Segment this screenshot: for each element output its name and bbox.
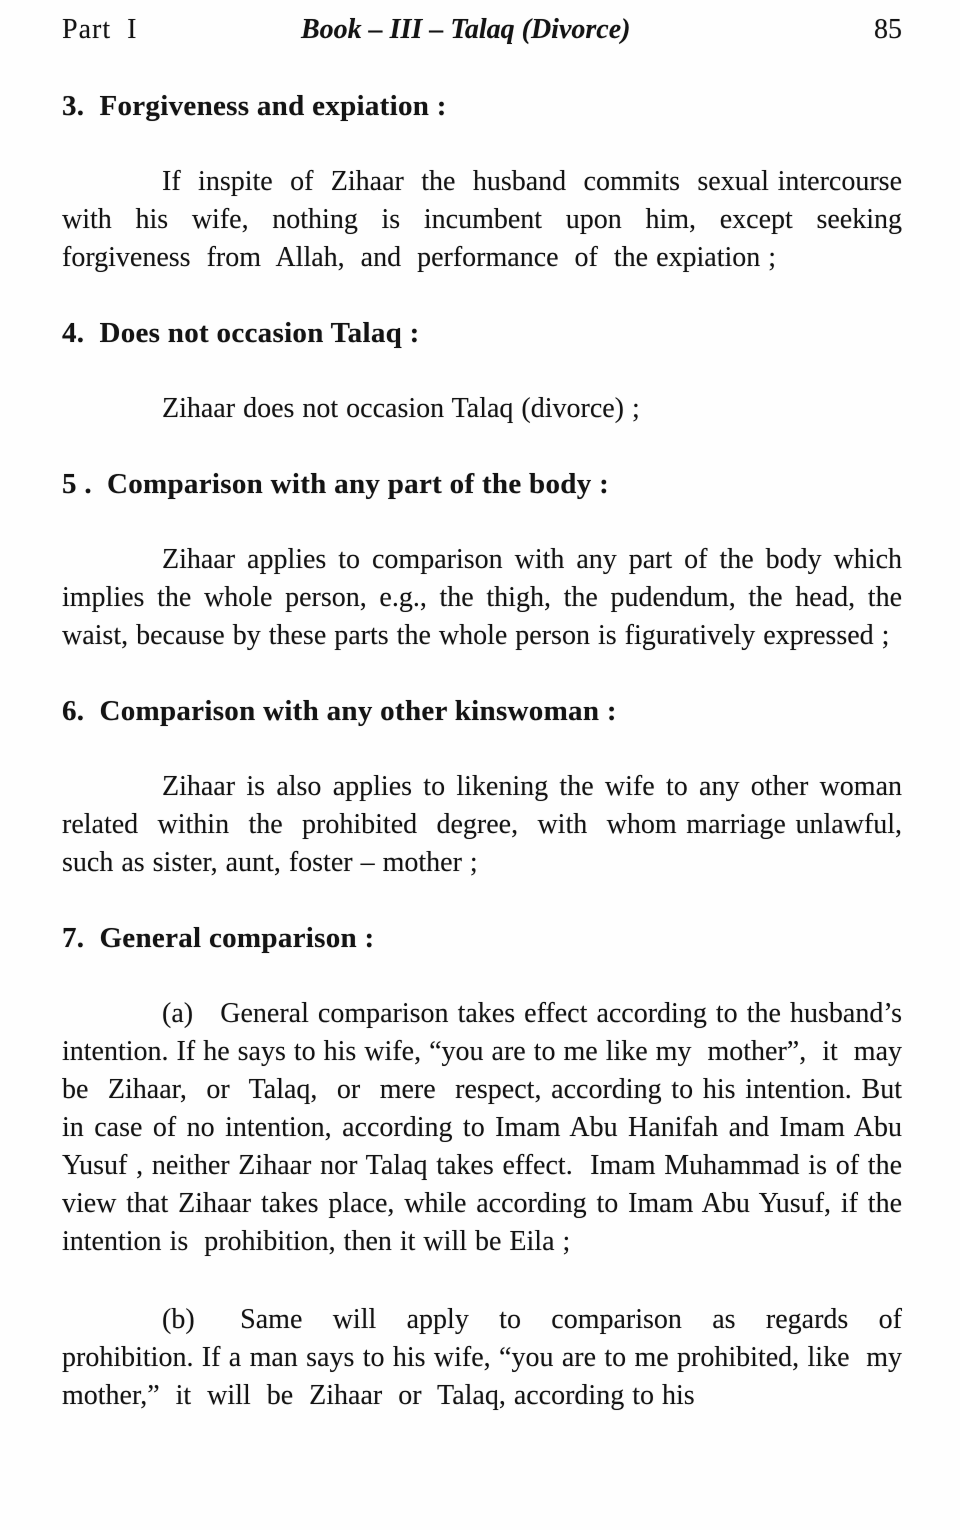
body-paragraph: (b) Same will apply to comparison as regards of prohibition. If a man says to his wife, “you are to me prohibited, like my mother,” it will be Zihaar or Talaq, according to his <box>62 1304 918 1411</box>
header-page-number: 85 <box>873 14 902 45</box>
body-paragraph: Zihaar is also applies to likening the wife to any other woman related within the prohibited degree, with whom marriage unlawful, such as sister, aunt, foster – mother ; <box>62 771 918 878</box>
body-paragraph: Zihaar applies to comparison with any part of the body which implies the whole person, e.g., the thigh, the pudendum, the head, the waist, because by these parts the whole person is figuratively expressed ; <box>62 544 910 651</box>
section-heading: 6. Comparison with any other kinswoman : <box>62 695 617 727</box>
page-header <box>62 14 902 46</box>
header-part-label: Part I <box>62 14 138 45</box>
section-does-not-occasion-talaq <box>62 317 902 428</box>
section-forgiveness-and-expiation <box>62 90 918 277</box>
section-heading: 4. Does not occasion Talaq : <box>62 317 420 349</box>
section-comparison-other-kinswoman <box>62 695 918 882</box>
section-heading: 5 . Comparison with any part of the body : <box>62 468 610 500</box>
section-heading: 3. Forgiveness and expiation : <box>62 90 447 122</box>
body-paragraph: (a) General comparison takes effect according to the husband’s intention. If he says to his wife, “you are to me like my mother”, it may be Zihaar, or Talaq, or mere respect, according to his intention. But in case of no intention, according to Imam Abu Hanifah and Imam Abu Yusuf , neither Zihaar nor Talaq takes effect. Imam Muhammad is of the view that Zihaar takes place, while according to Imam Abu Yusuf, if the intention is prohibition, then it will be Eila ; <box>62 998 918 1257</box>
body-paragraph: If inspite of Zihaar the husband commits sexual intercourse with his wife, nothing is incumbent upon him, except seeking forgiveness from Allah, and performance of the expiation ; <box>62 166 918 273</box>
body-paragraph: Zihaar does not occasion Talaq (divorce) ; <box>162 393 640 424</box>
section-general-comparison <box>62 922 918 1415</box>
header-book-title: Book – III – Talaq (Divorce) <box>300 14 631 45</box>
section-heading: 7. General comparison : <box>62 922 375 954</box>
section-comparison-part-of-body <box>62 468 910 655</box>
